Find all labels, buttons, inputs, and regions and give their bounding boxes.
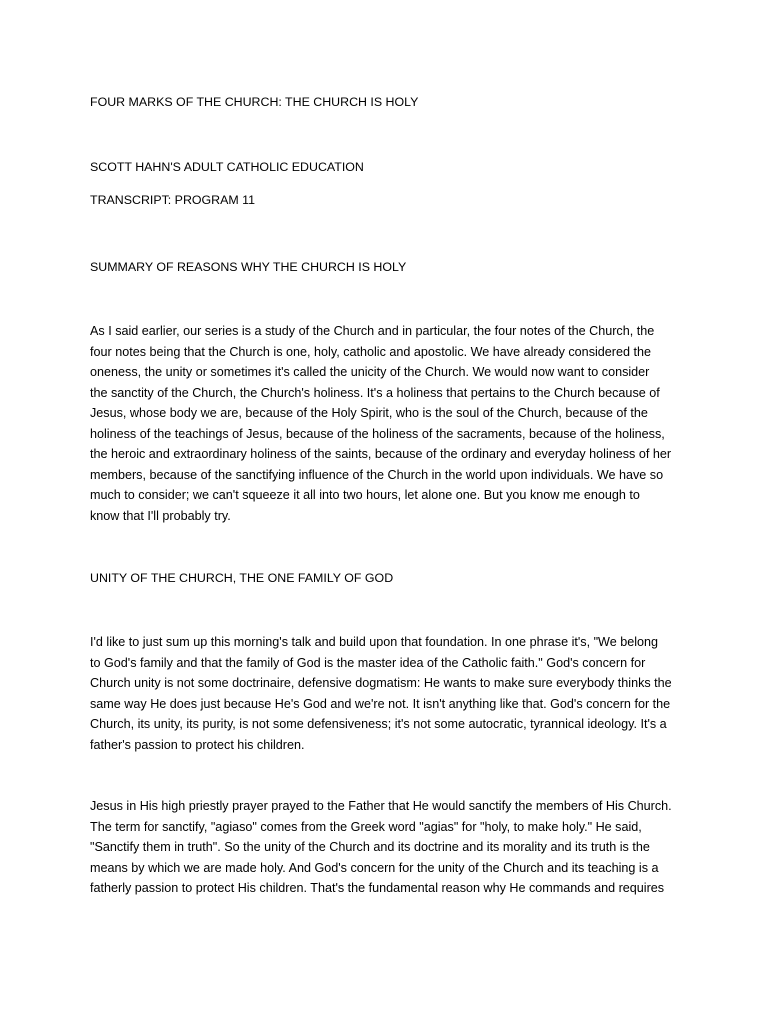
paragraph-line: holiness of the teachings of Jesus, because of the holiness of the sacraments, because of the holiness, [90,426,665,441]
paragraph-line: Church, its unity, its purity, is not some defensiveness; it's not some autocratic, tyrannical ideology. It's a [90,717,667,731]
paragraph-line: members, because of the sanctifying influence of the Church in the world upon individuals. We have so [90,467,664,482]
paragraph-line: know that I'll probably try. [90,508,231,523]
paragraph-line: the sanctity of the Church, the Church's holiness. It's a holiness that pertains to the Church because of [90,385,660,400]
paragraph-line: to God's family and that the family of God is the master idea of the Catholic faith." God's concern for [90,655,646,670]
paragraph-line: Jesus in His high priestly prayer prayed to the Father that He would sanctify the members of His Church. [90,799,672,813]
paragraph-sanctify [90,796,690,899]
paragraph-line: The term for sanctify, "agiaso" comes from the Greek word "agias" for "holy, to make holy." He said, [90,819,642,834]
document-title: FOUR MARKS OF THE CHURCH: THE CHURCH IS HOLY [90,95,419,109]
transcript-label: TRANSCRIPT: PROGRAM 11 [90,193,256,207]
paragraph-line: much to consider; we can't squeeze it all into two hours, let alone one. But you know me enough to [90,488,640,502]
paragraph-line: oneness, the unity or sometimes it's called the unicity of the Church. We would now want to consider [90,365,650,379]
paragraph-line: As I said earlier, our series is a study of the Church and in particular, the four notes of the Church, the [90,324,655,338]
section-heading-summary: SUMMARY OF REASONS WHY THE CHURCH IS HOLY [90,260,407,274]
paragraph-line: fatherly passion to protect His children. That's the fundamental reason why He commands and requires [90,881,665,895]
paragraph-line: same way He does just because He's God and we're not. It isn't anything like that. God's concern for the [90,696,671,711]
paragraph-summary [90,321,690,526]
paragraph-line: "Sanctify them in truth". So the unity of the Church and its doctrine and its morality and its truth is the [90,840,650,854]
paragraph-line: means by which we are made holy. And God's concern for the unity of the Church and its teaching is a [90,860,659,875]
paragraph-line: Church unity is not some doctrinaire, defensive dogmatism: He wants to make sure everybody thinks the [90,676,672,690]
paragraph-line: Jesus, whose body we are, because of the Holy Spirit, who is the soul of the Church, because of the [90,406,648,420]
paragraph-line: father's passion to protect his children. [90,737,305,752]
section-heading-unity: UNITY OF THE CHURCH, THE ONE FAMILY OF GOD [90,571,394,585]
series-title: SCOTT HAHN'S ADULT CATHOLIC EDUCATION [90,160,364,174]
paragraph-line: the heroic and extraordinary holiness of the saints, because of the ordinary and everyday holiness of her [90,447,672,461]
paragraph-unity [90,632,690,755]
paragraph-line: four notes being that the Church is one, holy, catholic and apostolic. We have already considered the [90,344,651,359]
paragraph-line: I'd like to just sum up this morning's talk and build upon that foundation. In one phrase it's, "We belong [90,635,659,649]
